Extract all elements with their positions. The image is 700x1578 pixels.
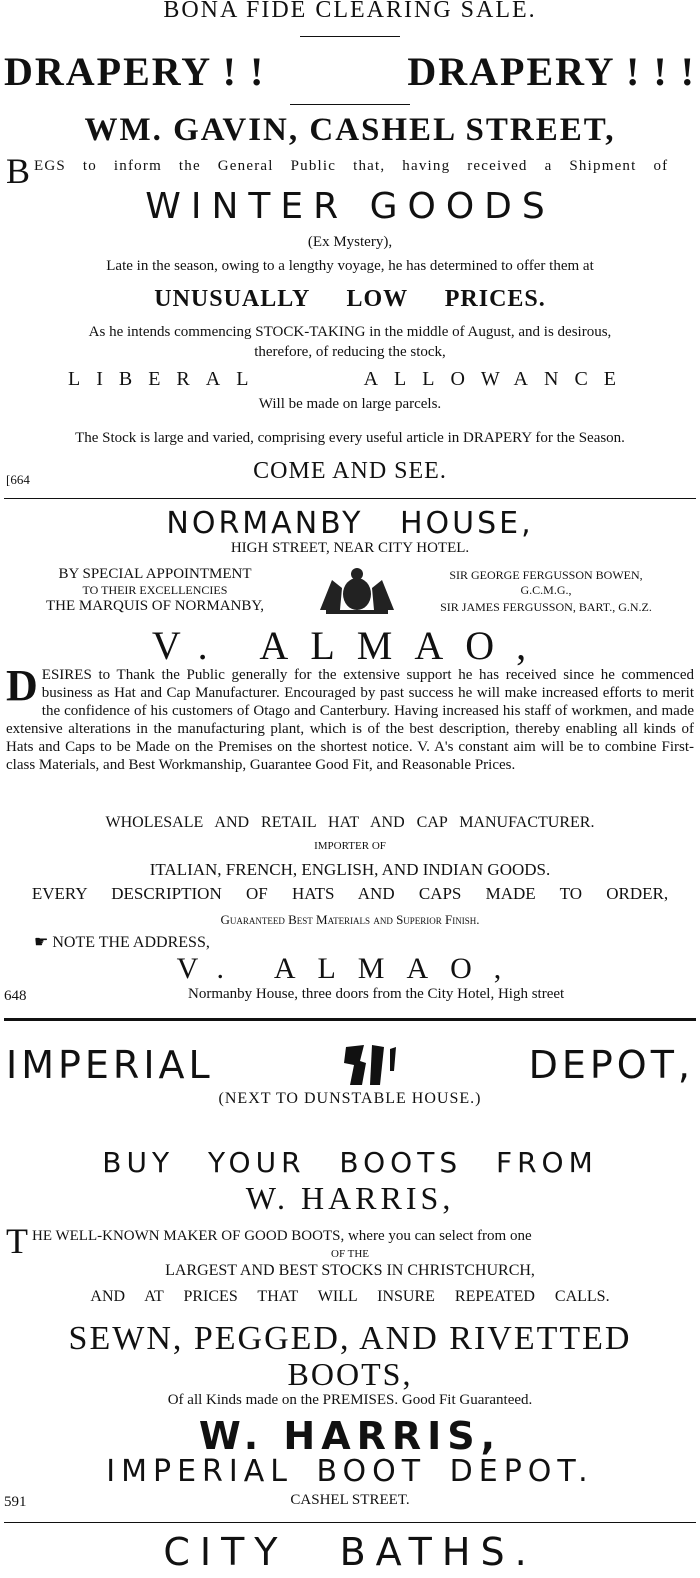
almao-name-footer: V. ALMAO, (176, 952, 524, 985)
appointment-right: SIR GEORGE FERGUSSON BOWEN, G.C.M.G., SIR JAMES FERGUSSON, BART., G.N.Z. (440, 568, 652, 614)
appointment-left: BY SPECIAL APPOINTMENT TO THEIR EXCELLENCIES THE MARQUIS OF NORMANBY, (45, 566, 265, 614)
note-address: ☛ NOTE THE ADDRESS, (34, 934, 210, 951)
clearing-sale-header: BONA FIDE CLEARING SALE. (163, 0, 537, 23)
sewn-pegged-line: SEWN, PEGGED, AND RIVETTED (68, 1320, 632, 1357)
almao-name: V. ALMAO, (151, 623, 549, 668)
harris-name: W. HARRIS, (245, 1180, 455, 1216)
royal-coat-of-arms-icon (312, 566, 402, 616)
normanby-house-title: NORMANBY HOUSE, (166, 506, 534, 541)
buy-boots-line: BUY YOUR BOOTS FROM (102, 1146, 598, 1179)
stock-taking-line: As he intends commencing STOCK-TAKING in the middle of August, and is desirous, (88, 324, 612, 340)
ad-number: [664 (6, 472, 30, 487)
ship-name: (Ex Mystery), (307, 234, 393, 250)
ad-number: 591 (4, 1494, 27, 1510)
stock-large-line: The Stock is large and varied, comprising every useful article in DRAPERY for the Season. (75, 430, 625, 446)
dropcap-d: D (6, 661, 38, 710)
divider (300, 36, 400, 37)
drapery-title-right: DRAPERY ! ! ! (407, 48, 696, 94)
reducing-stock-line: therefore, of reducing the stock, (254, 344, 446, 360)
all-kinds-line: Of all Kinds made on the PREMISES. Good Fit Guaranteed. (167, 1392, 533, 1408)
parcels-line: Will be made on large parcels. (258, 396, 442, 412)
cashel-street-line: CASHEL STREET. (290, 1492, 410, 1508)
high-street-line: HIGH STREET, NEAR CITY HOTEL. (230, 540, 470, 556)
drapery-title-left: DRAPERY ! ! (4, 48, 266, 94)
largest-stocks-line: LARGEST AND BEST STOCKS IN CHRISTCHURCH, (165, 1262, 535, 1279)
imported-goods-line: ITALIAN, FRENCH, ENGLISH, AND INDIAN GOODS. (149, 860, 551, 879)
every-description-line: EVERY DESCRIPTION OF HATS AND CAPS MADE TO ORDER, (31, 884, 669, 903)
dropcap-b: B (6, 151, 31, 191)
depot-title-right: DEPOT, (528, 1043, 694, 1087)
ad-separator (4, 1522, 696, 1523)
winter-goods-title: WINTER GOODS (145, 186, 555, 227)
boot-depot-line: IMPERIAL BOOT DEPOT. (106, 1454, 594, 1489)
merchant-name: WM. GAVIN, CASHEL STREET, (84, 112, 616, 148)
of-the-line: OF THE (331, 1248, 369, 1260)
maker-line: T HE WELL-KNOWN MAKER OF GOOD BOOTS, where you can select from one (6, 1221, 532, 1261)
ad-separator (4, 1018, 696, 1021)
dropcap-t: T (6, 1221, 28, 1261)
prices-line: UNUSUALLY LOW PRICES. (154, 286, 546, 312)
ad-separator (4, 498, 696, 499)
next-to-line: (NEXT TO DUNSTABLE HOUSE.) (218, 1090, 482, 1107)
divider (290, 104, 410, 105)
liberal-allowance: LIBERAL ALLOWANCE (67, 368, 632, 390)
wholesale-line: WHOLESALE AND RETAIL HAT AND CAP MANUFACTURER. (105, 814, 595, 831)
imperial-title-left: IMPERIAL (6, 1043, 214, 1087)
ad-number: 648 (4, 988, 27, 1004)
city-baths-title: CITY BATHS. (163, 1530, 537, 1574)
guaranteed-line: Guaranteed Best Materials and Superior Finish. (220, 912, 480, 927)
intro-line: B EGS to inform the General Public that, having received a Shipment of (6, 151, 669, 191)
come-and-see: COME AND SEE. (253, 458, 447, 484)
harris-big-name: W. HARRIS, (198, 1414, 502, 1458)
boots-line: BOOTS, (287, 1356, 413, 1392)
pointing-hand-icon: ☛ (34, 934, 49, 951)
boot-emblem-icon (336, 1041, 406, 1089)
almao-address: Normanby House, three doors from the City Hotel, High street (188, 986, 565, 1002)
repeated-calls-line: AND AT PRICES THAT WILL INSURE REPEATED CALLS. (90, 1288, 610, 1305)
almao-body: DESIRES to Thank the Public generally for the extensive support he has received since he commenced business as Hat and Cap Manufacturer. Encouraged by past success he will make increased efforts to merit the confidence of his customers of Otago and Canterbury. Having increased his staff of workmen, and made extensive alterations in the manufacturing plant, which is of the best description, thereby enabling all kinds of Hats and Caps to be Made on the Premises on the shortest notice. V. A's constant aim will be to combine First-class Materials, and Best Workmanship, Guarantee Good Fit, and Reasonable Prices. (6, 661, 694, 773)
importer-line: IMPORTER OF (314, 840, 386, 852)
late-line: Late in the season, owing to a lengthy voyage, he has determined to offer them at (106, 258, 594, 274)
